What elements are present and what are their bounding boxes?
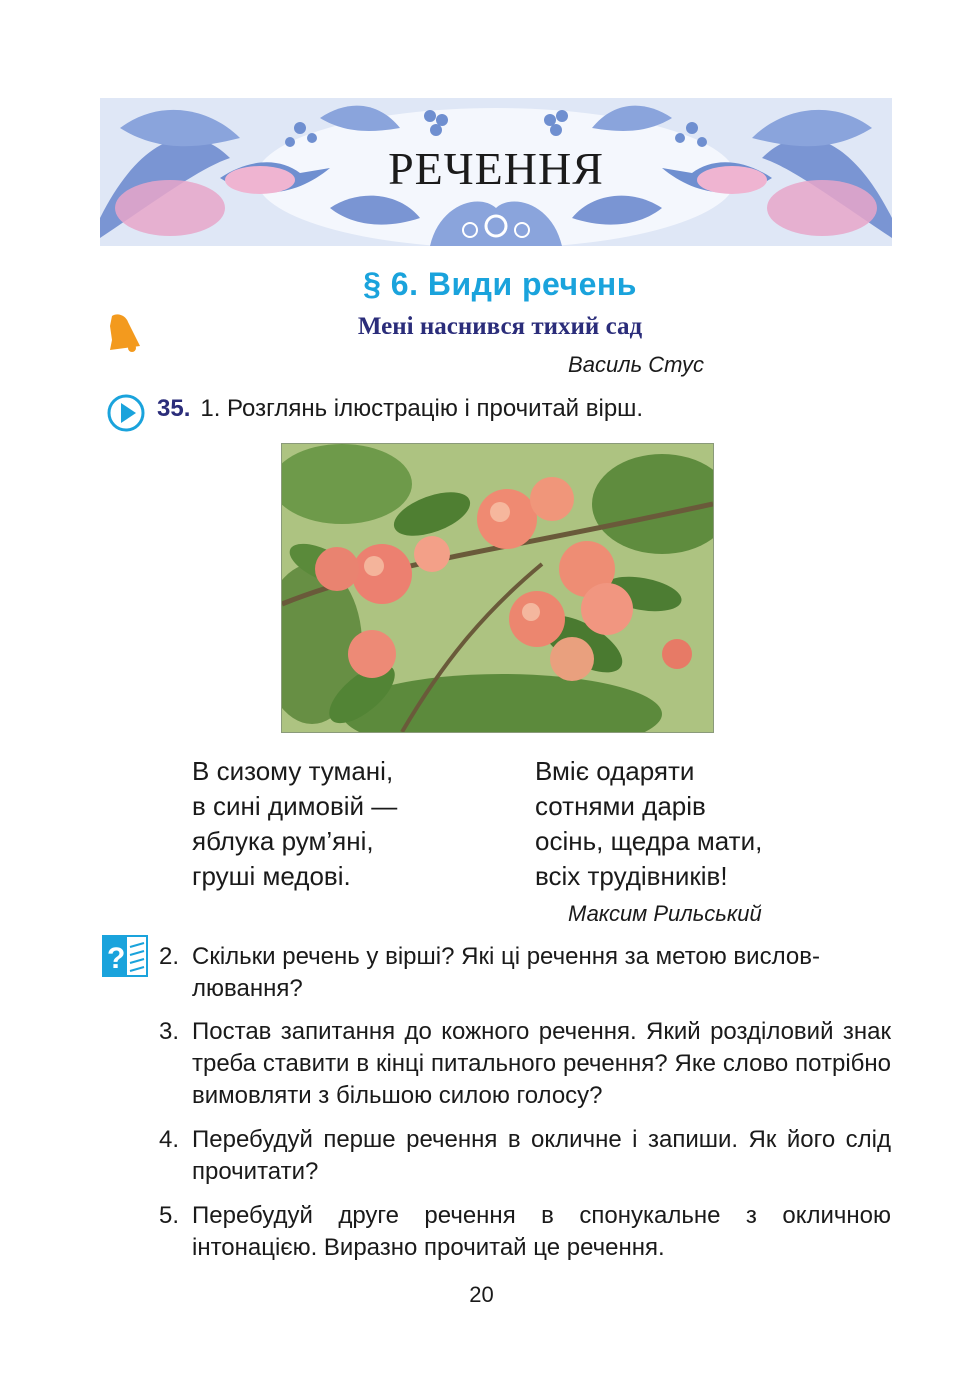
question-5 [159, 1200, 891, 1264]
poem-line: Вміє одаряти [535, 756, 695, 786]
page-number: 20 [469, 1282, 494, 1307]
question-2 [159, 941, 891, 1005]
question-number: 4. [159, 1126, 180, 1153]
svg-text:?: ? [107, 942, 126, 975]
chapter-banner [100, 98, 892, 246]
epigraph-author: Василь Стус [568, 352, 704, 377]
question-book-icon [102, 935, 148, 977]
poem-line: осінь, щедра мати, [535, 826, 763, 856]
play-icon[interactable] [106, 393, 146, 433]
poem-line: всіх трудівників! [535, 861, 728, 891]
poem-line: В сизому тумані, [192, 756, 394, 786]
poem-stanza-left [192, 754, 397, 894]
task-number: 35. [157, 395, 191, 422]
question-text: Скільки речень у вірші? Які ці речення за метою вислов- лювання? [192, 943, 820, 1002]
bell-icon [106, 312, 142, 352]
question-text: Перебудуй перше речення в окличне і запиши. Як його слід прочитати? [192, 1126, 891, 1185]
question-number: 3. [159, 1018, 180, 1045]
apples-image [282, 444, 713, 732]
question-text: Постав запитання до кожного речення. Який розділовий знак треба ставити в кінці питального речення? Яке слово потрібно вимовляти з більшою силою голосу? [192, 1018, 891, 1109]
question-number: 5. [159, 1202, 180, 1229]
poem-author: Максим Рильський [568, 901, 762, 926]
section-title: § 6. Види речень [363, 266, 637, 302]
poem-line: сотнями дарів [535, 791, 706, 821]
chapter-title: РЕЧЕННЯ [388, 143, 604, 194]
question-text: Перебудуй друге речення в спонукальне з окличною інтонацією. Виразно прочитай це речення. [192, 1202, 891, 1261]
epigraph: Мені наснився тихий сад [357, 313, 643, 340]
task-text: 1. Розглянь ілюстрацію і прочитай вірш. [200, 395, 644, 422]
poem-stanza-right [535, 754, 762, 894]
question-number: 2. [159, 943, 180, 970]
poem-line: яблука рум’яні, [192, 826, 374, 856]
question-3 [159, 1016, 891, 1112]
apple-tree-illustration [281, 443, 714, 733]
question-4 [159, 1124, 891, 1188]
poem-line: в сині димовій — [192, 791, 398, 821]
poem-line: груші медові. [192, 861, 351, 891]
task-35 [157, 395, 643, 423]
